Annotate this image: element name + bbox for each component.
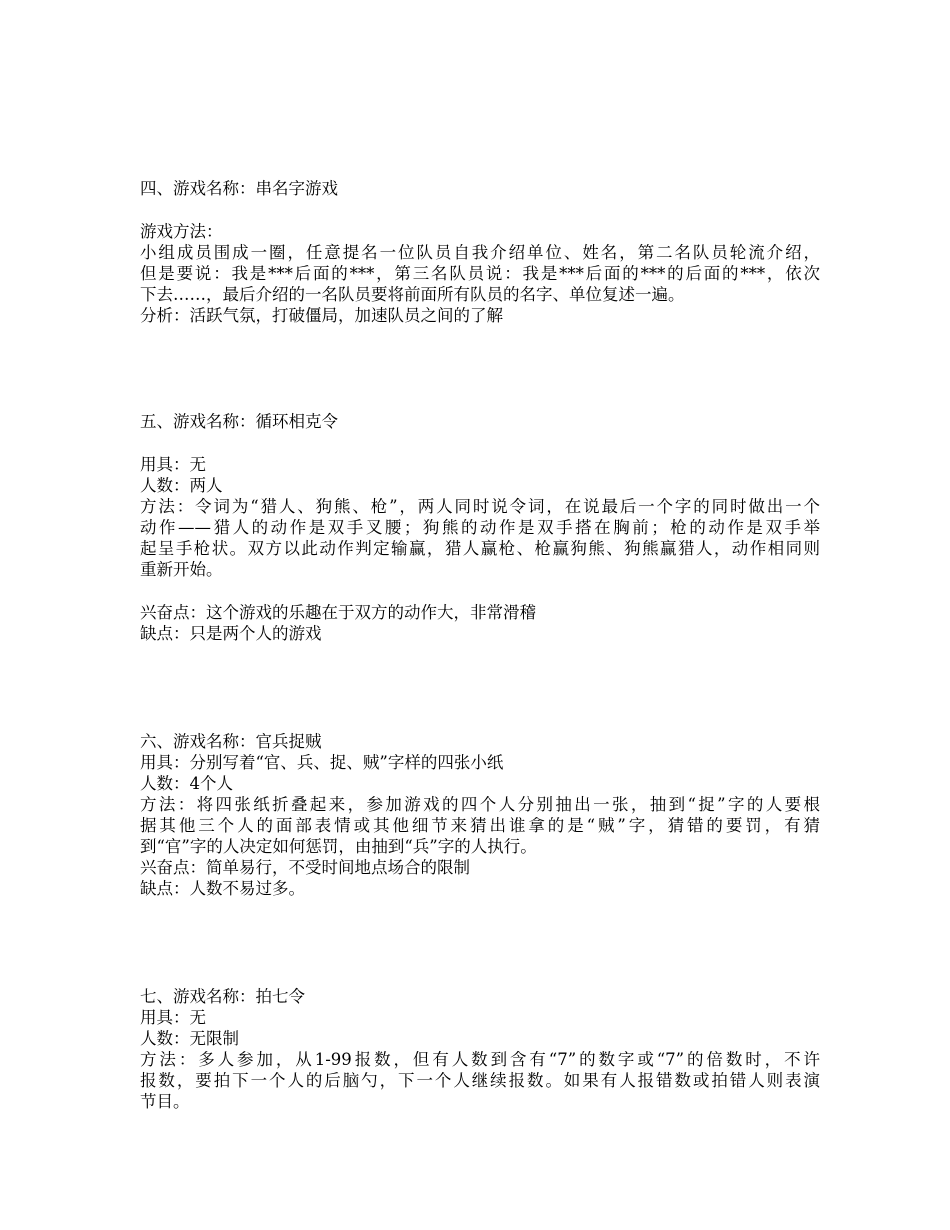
text-line: 人数：4个人 xyxy=(140,774,233,793)
section-title-5: 五、游戏名称：循环相克令 xyxy=(140,412,338,431)
section-title-6: 六、游戏名称：官兵捉贼 xyxy=(140,732,322,751)
text-line: 小组成员围成一圈，任意提名一位队员自我介绍单位、姓名，第二名队员轮流介绍， xyxy=(140,243,820,262)
section-title-7: 七、游戏名称：拍七令 xyxy=(140,987,305,1006)
text-line: 方法：将四张纸折叠起来，参加游戏的四个人分别抽出一张，抽到“捉”字的人要根 xyxy=(140,795,820,814)
text-line: 用具：无 xyxy=(140,1008,206,1027)
text-line: 重新开始。 xyxy=(140,560,223,579)
section-title-4: 四、游戏名称：串名字游戏 xyxy=(140,179,338,198)
text-line: 人数：两人 xyxy=(140,476,223,495)
text-line: 分析：活跃气氛，打破僵局，加速队员之间的了解 xyxy=(140,306,503,325)
text-line: 节目。 xyxy=(140,1092,190,1111)
text-line: 但是要说：我是***后面的***，第三名队员说：我是***后面的***的后面的***，依次 xyxy=(140,264,820,283)
text-line: 方法：令词为“猎人、狗熊、枪”，两人同时说令词，在说最后一个字的同时做出一个 xyxy=(140,497,820,516)
text-line: 兴奋点：简单易行，不受时间地点场合的限制 xyxy=(140,858,470,877)
text-line: 兴奋点：这个游戏的乐趣在于双方的动作大，非常滑稽 xyxy=(140,603,536,622)
text-line: 用具：分别写着“官、兵、捉、贼”字样的四张小纸 xyxy=(140,753,504,772)
text-line: 起呈手枪状。双方以此动作判定输赢，猎人赢枪、枪赢狗熊、狗熊赢猎人，动作相同则 xyxy=(140,539,820,558)
text-line: 游戏方法： xyxy=(140,222,223,241)
text-line: 缺点：只是两个人的游戏 xyxy=(140,624,322,643)
text-line: 动作——猎人的动作是双手叉腰；狗熊的动作是双手搭在胸前；枪的动作是双手举 xyxy=(140,518,820,537)
text-line: 缺点：人数不易过多。 xyxy=(140,879,305,898)
text-line: 到“官”字的人决定如何惩罚，由抽到“兵”字的人执行。 xyxy=(140,837,537,856)
text-line: 据其他三个人的面部表情或其他细节来猜出谁拿的是“贼”字，猜错的要罚，有猜 xyxy=(140,816,820,835)
text-line: 报数，要拍下一个人的后脑勺，下一个人继续报数。如果有人报错数或拍错人则表演 xyxy=(140,1071,820,1090)
text-line: 人数：无限制 xyxy=(140,1029,239,1048)
text-line: 方法：多人参加，从1-99报数，但有人数到含有“7”的数字或“7”的倍数时，不许 xyxy=(140,1050,820,1069)
text-line: 用具：无 xyxy=(140,455,206,474)
text-line: 下去……，最后介绍的一名队员要将前面所有队员的名字、单位复述一遍。 xyxy=(140,285,685,304)
